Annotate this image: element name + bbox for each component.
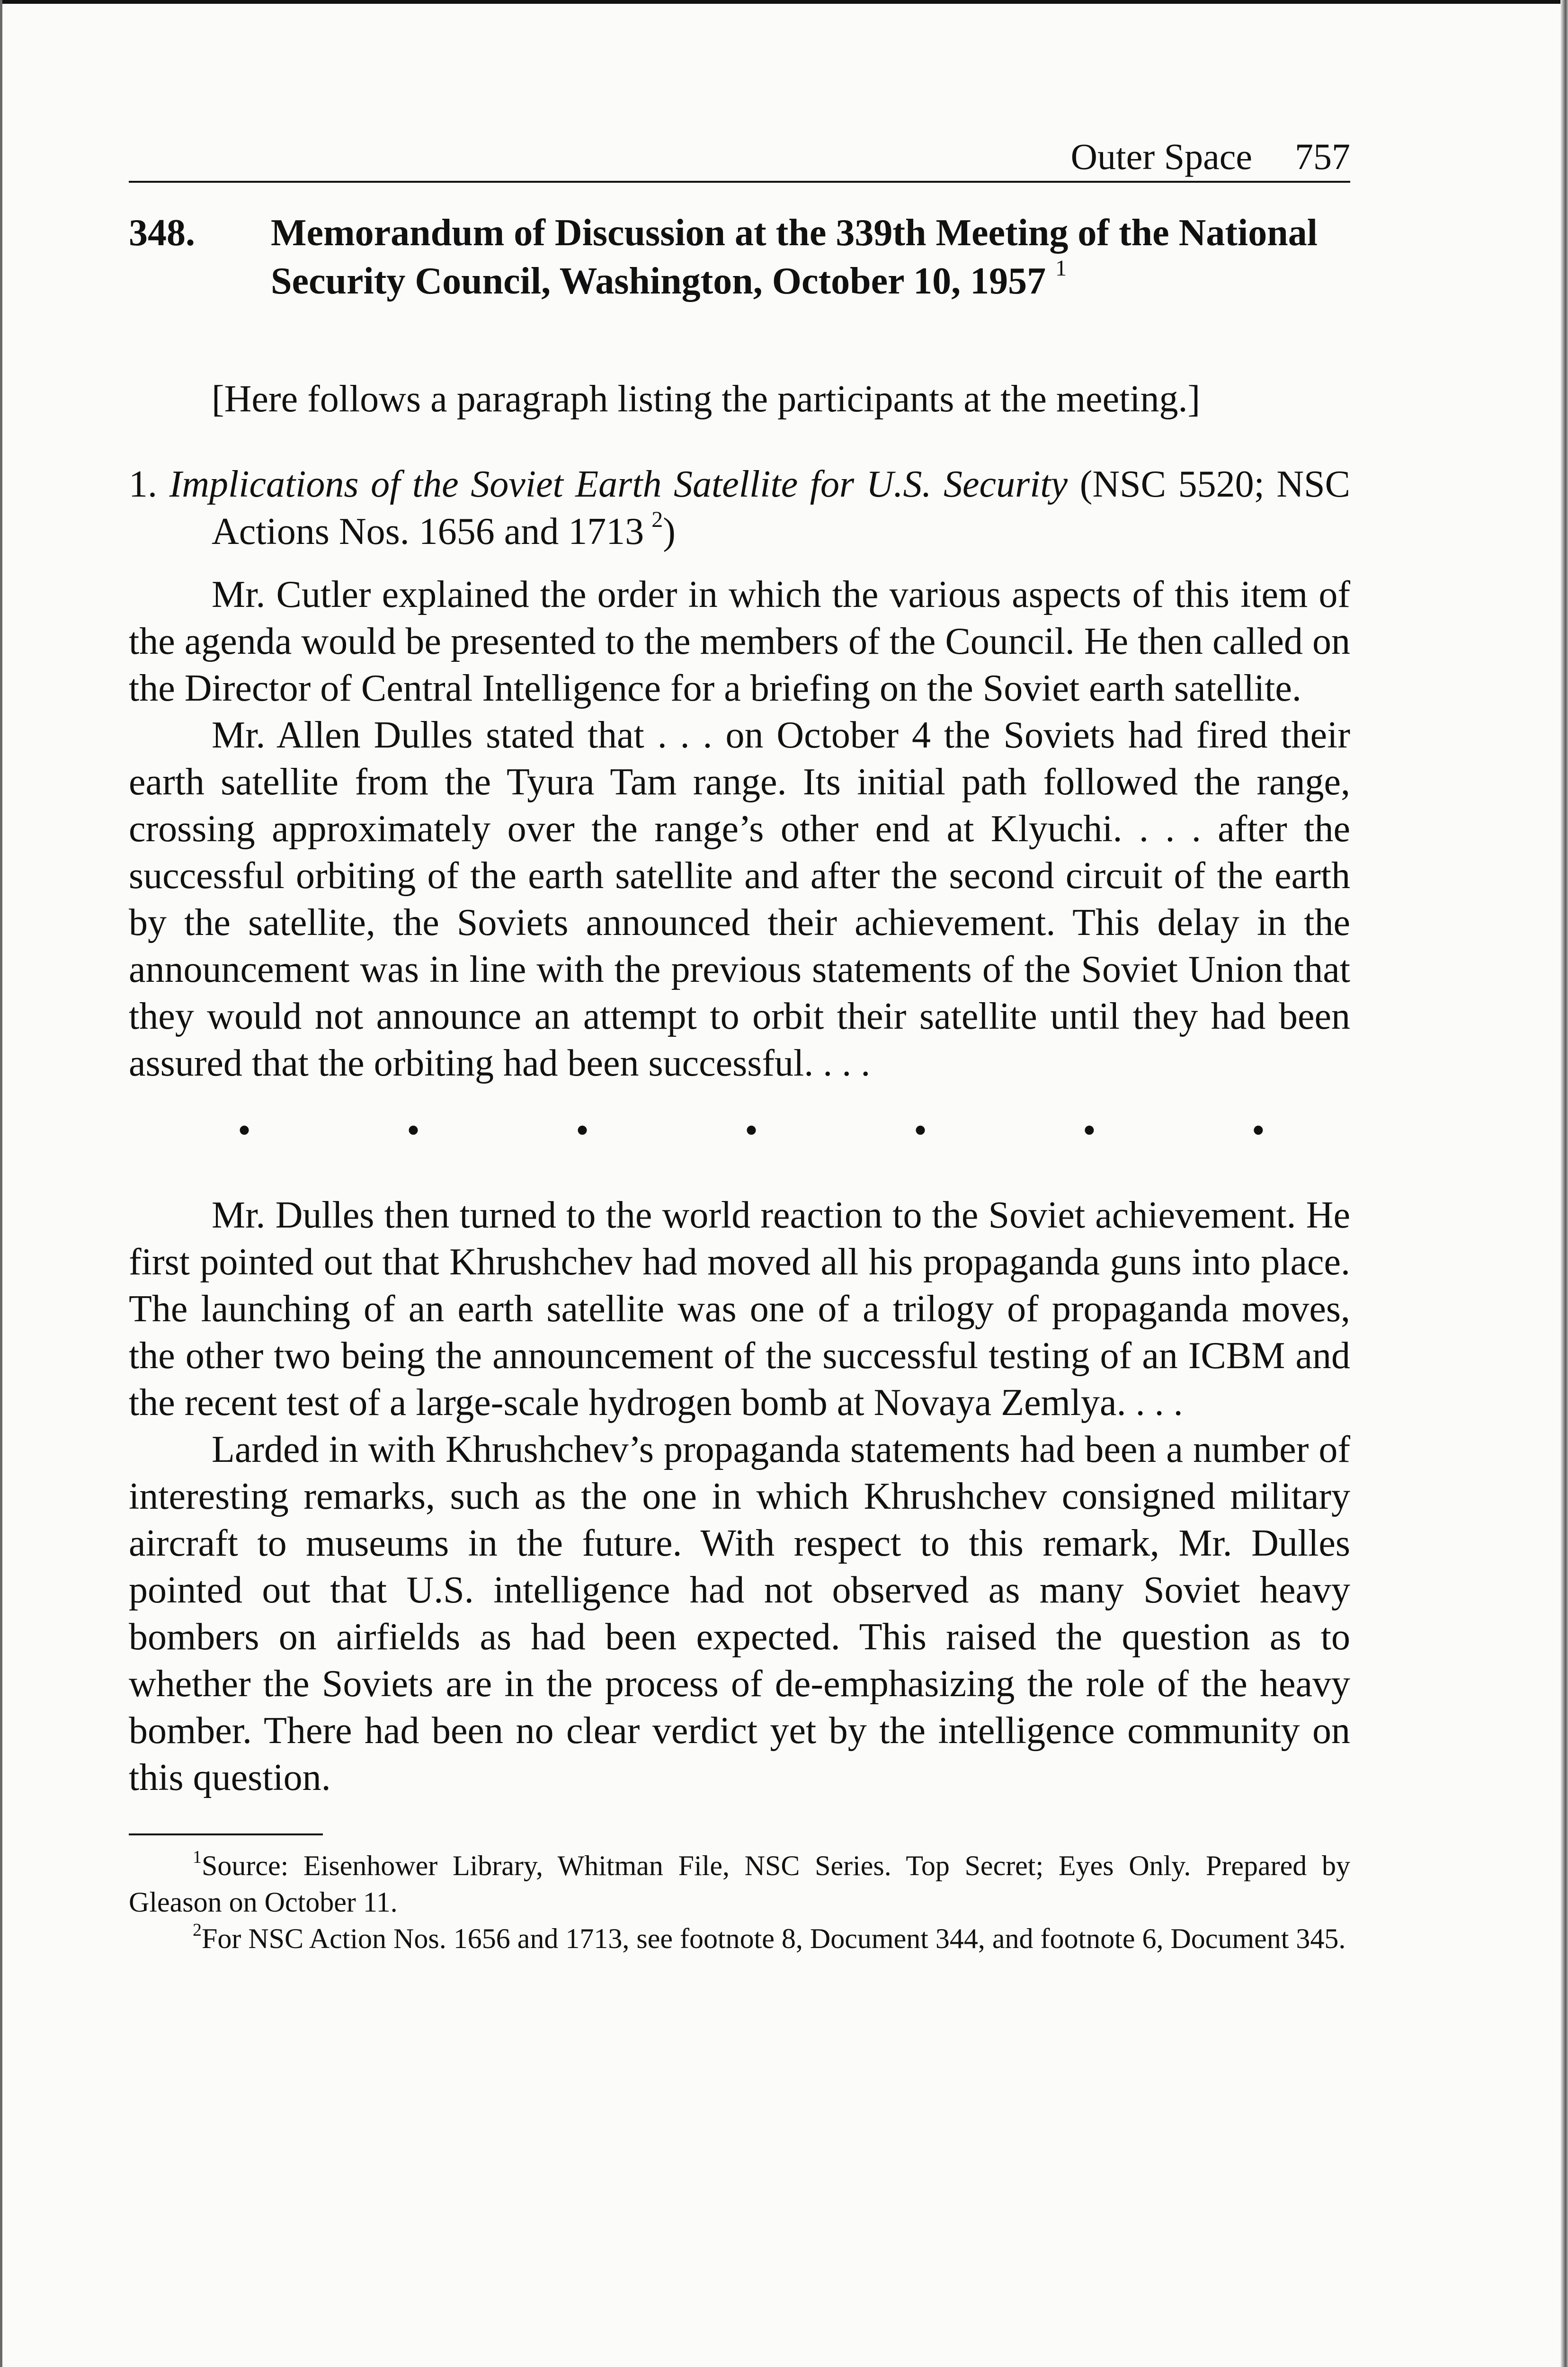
paragraph-world-reaction: Mr. Dulles then turned to the world reaction to the Soviet achievement. He first pointed out that Khrushchev had moved all his propaganda guns into place. The launching of an earth satellite was one of a trilogy of propaganda moves, the other two being the announcement of the successful testing of an ICBM and the recent test of a large-scale hydrogen bomb at Novaya Zemlya. . . . <box>129 1194 1350 1424</box>
paragraph-cutler: Mr. Cutler explained the order in which the various aspects of this item of the agenda would be presented to the members of the Council. He then called on the Director of Central Intelligence for a briefing on the Soviet earth satellite. <box>129 574 1350 709</box>
omission-marker <box>129 1110 1350 1151</box>
omission-dot: • <box>1082 1110 1096 1151</box>
footnote-2 <box>129 1921 1350 1957</box>
omission-dot: • <box>238 1110 251 1151</box>
agenda-item-number: 1. <box>129 463 157 505</box>
omission-dot: • <box>913 1110 927 1151</box>
footnote-marker: 2 <box>193 1920 202 1940</box>
omission-dot: • <box>744 1110 758 1151</box>
document-title-block <box>271 209 1350 305</box>
omission-dot: • <box>1251 1110 1265 1151</box>
document-title: Memorandum of Discussion at the 339th Meeting of the National Security Council, Washington, October 10, 1957 <box>271 212 1318 302</box>
document-heading <box>129 209 1350 305</box>
document-number: 348. <box>129 212 195 254</box>
running-head <box>129 133 1350 183</box>
footnote-marker: 1 <box>193 1847 202 1867</box>
footnote-text: Source: Eisenhower Library, Whitman File, NSC Series. Top Secret; Eyes Only. Prepared by Gleason on October 11. <box>129 1850 1350 1918</box>
agenda-item-refs-close: ) <box>663 511 676 552</box>
agenda-item-title: Implications of the Soviet Earth Satellite for U.S. Security <box>169 463 1068 505</box>
footnote-text: For NSC Action Nos. 1656 and 1713, see footnote 8, Document 344, and footnote 6, Document 345. <box>202 1923 1346 1954</box>
scan-left-edge <box>0 0 2 2367</box>
footnote-ref-1[interactable]: 1 <box>1055 256 1067 281</box>
editor-note: [Here follows a paragraph listing the participants at the meeting.] <box>212 378 1201 420</box>
scan-right-edge <box>1560 0 1568 2367</box>
omission-dot: • <box>406 1110 420 1151</box>
paragraph-dulles-launch: Mr. Allen Dulles stated that . . . on October 4 the Soviets had fired their earth satellite from the Tyura Tam range. Its initial path followed the range, crossing approximately over the range’s other end at Klyuchi. . . . after the successful orbiting of the earth satellite and after the second circuit of the earth by the satellite, the Soviets announced their achievement. This delay in the announcement was in line with the previous statements of the Soviet Union that they would not announce an attempt to orbit their satellite until they had been assured that the orbiting had been successful. . . . <box>129 714 1350 1084</box>
footnote-ref-2[interactable]: 2 <box>651 507 663 532</box>
footnote-1 <box>129 1848 1350 1921</box>
paragraph-khrushchev-remarks: Larded in with Khrushchev’s propaganda statements had been a number of interesting remarks, such as the one in which Khrushchev consigned military aircraft to museums in the future. With respect to this remark, Mr. Dulles pointed out that U.S. intelligence had not observed as many Soviet heavy bombers on airfields as had been expected. This raised the question as to whether the Soviets are in the process of de-emphasizing the role of the heavy bomber. There had been no clear verdict yet by the intelligence community on this question. <box>129 1429 1350 1798</box>
agenda-item-heading <box>129 461 1350 555</box>
running-head-title: Outer Space <box>1070 136 1252 177</box>
page-content <box>129 133 1350 1957</box>
omission-dot: • <box>575 1110 589 1151</box>
footnote-rule <box>129 1833 323 1835</box>
page-number: 757 <box>1295 136 1350 177</box>
agenda-item-refs: (NSC 5520; NSC Actions Nos. 1656 and 1713 <box>212 463 1351 552</box>
scan-top-edge <box>0 0 1568 4</box>
